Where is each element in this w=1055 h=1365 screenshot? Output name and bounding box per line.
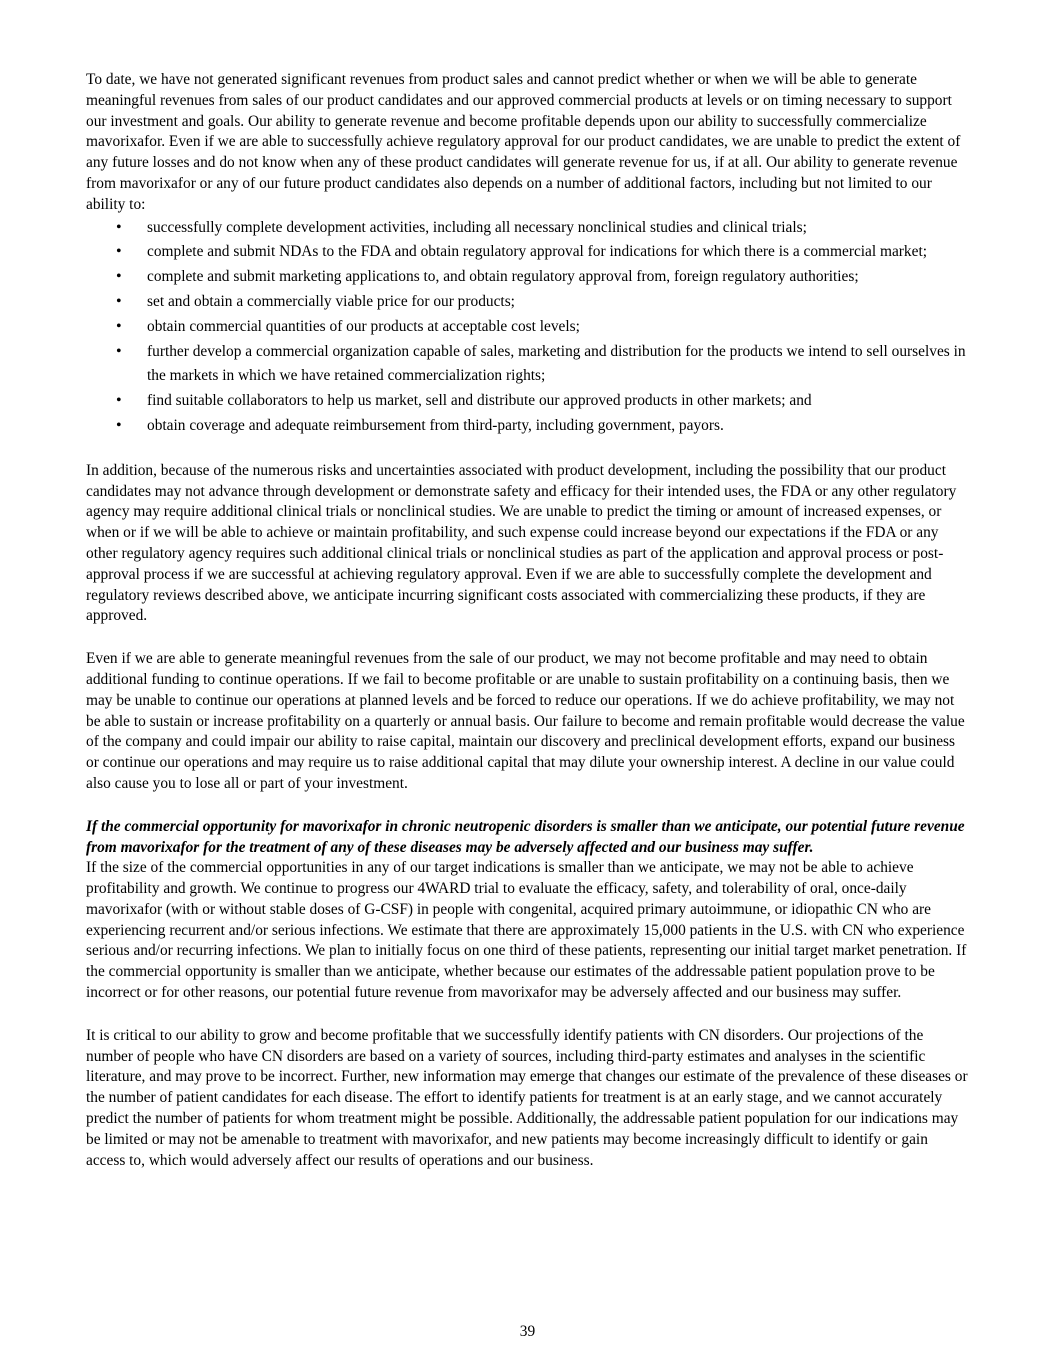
bullet-icon: • bbox=[116, 268, 122, 286]
list-item: • complete and submit marketing applications to, and obtain regulatory approval from, foreign regulatory authorities; bbox=[86, 265, 968, 290]
paragraph-revenue-outlook: To date, we have not generated significant revenues from product sales and cannot predict whether or when we will be able to generate meaningful revenues from sales of our product candidates and our approved commercial products at levels or on timing necessary to support our investment and goals. Our ability to generate revenue and become profitable depends upon our ability to successfully commercialize mavorixafor. Even if we are able to successfully achieve regulatory approval for our product candidates, we are unable to predict the extent of any future losses and do not know when any of these product candidates will generate revenue for us, if at all. Our ability to generate revenue from mavorixafor or any of our future product candidates also depends on a number of additional factors, including but not limited to our ability to: bbox=[86, 71, 961, 213]
bullet-icon: • bbox=[116, 292, 122, 310]
list-item: • find suitable collaborators to help us market, sell and distribute our approved products in other markets; and bbox=[86, 389, 968, 414]
list-item: • complete and submit NDAs to the FDA and obtain regulatory approval for indications for which there is a commercial market; bbox=[86, 240, 968, 265]
document-body bbox=[86, 70, 968, 1171]
list-item: • obtain coverage and adequate reimbursement from third-party, including government, payors. bbox=[86, 414, 968, 439]
list-item: • further develop a commercial organization capable of sales, marketing and distribution for the products we intend to sell ourselves in the markets in which we have retained commercialization rights; bbox=[86, 340, 968, 390]
bullet-icon: • bbox=[116, 342, 122, 360]
paragraph-commercial-opportunity: If the size of the commercial opportunities in any of our target indications is smaller than we anticipate, we may not be able to achieve profitability and growth. We continue to progress our 4WARD trial to evaluate the efficacy, safety, and tolerability of oral, once-daily mavorixafor (with or without stable doses of G-CSF) in people with congenital, acquired primary autoimmune, or idiopathic CN who are experiencing recurrent and/or serious infections. We estimate that there are approximately 15,000 patients in the U.S. with CN who experience serious and/or recurring infections. We plan to initially focus on one third of these patients, representing our initial target market penetration. If the commercial opportunity is smaller than we anticipate, whether because our estimates of the addressable patient population prove to be incorrect or for other reasons, our potential future revenue from mavorixafor may be adversely affected and our business may suffer. bbox=[86, 859, 967, 1002]
page-number: 39 bbox=[519, 1323, 536, 1340]
paragraph-regulatory-risk: In addition, because of the numerous risks and uncertainties associated with product development, including the possibility that our product candidates may not advance through development or demonstrate safety and efficacy for their intended uses, the FDA or any other regulatory agency may require additional clinical trials or nonclinical studies. We are unable to predict the timing or amount of increased expenses, or when or if we will be able to achieve or maintain profitability, and such expense could increase beyond our expectations if the FDA or any other regulatory agency requires such additional clinical trials or nonclinical studies as part of the application and approval process or post-approval process if we are successful at achieving regulatory approval. Even if we are able to successfully complete the development and regulatory reviews described above, we anticipate incurring significant costs associated with commercializing these products, if they are approved. bbox=[86, 461, 957, 625]
bullet-icon: • bbox=[116, 317, 122, 335]
paragraph-patient-identification: It is critical to our ability to grow and become profitable that we successfully identify patients with CN disorders. Our projections of the number of people who have CN disorders are based on a variety of sources, including third-party estimates and analyses in the scientific literature, and may prove to be incorrect. Further, new information may emerge that changes our estimate of the prevalence of these diseases or the number of patient candidates for each disease. The effort to identify patients for treatment is at an early stage, and we cannot accurately predict the number of patients for whom treatment might be possible. Additionally, the addressable patient population for our indications may be limited or may not be amenable to treatment with mavorixafor, and new patients may become increasingly difficult to identify or gain access to, which would adversely affect our results of operations and our business. bbox=[86, 1026, 968, 1169]
list-item: • obtain commercial quantities of our products at acceptable cost levels; bbox=[86, 315, 968, 340]
bullet-icon: • bbox=[116, 218, 122, 236]
paragraph-profitability: Even if we are able to generate meaningful revenues from the sale of our product, we may not become profitable and may need to obtain additional funding to continue operations. If we fail to become profitable or are unable to sustain profitability on a continuing basis, then we may be unable to continue our operations at planned levels and be forced to reduce our operations. If we do achieve profitability, we may not be able to sustain or increase profitability on a quarterly or annual basis. Our failure to become and remain profitable would decrease the value of the company and could impair our ability to raise capital, maintain our discovery and preclinical development efforts, expand our business or continue our operations and may require us to raise additional capital that may dilute your ownership interest. A decline in our value could also cause you to lose all or part of your investment. bbox=[86, 650, 965, 792]
bullet-icon: • bbox=[116, 392, 122, 410]
bullet-icon: • bbox=[116, 416, 122, 434]
bullet-icon: • bbox=[116, 243, 122, 261]
list-item: • set and obtain a commercially viable price for our products; bbox=[86, 290, 968, 315]
list-item: • successfully complete development activities, including all necessary nonclinical studies and clinical trials; bbox=[86, 216, 968, 241]
risk-factor-heading: If the commercial opportunity for mavorixafor in chronic neutropenic disorders is smaller than we anticipate, our potential future revenue from mavorixafor for the treatment of any of these diseases may be adversely affected and our business may suffer. bbox=[86, 817, 965, 856]
ability-bullet-list bbox=[86, 216, 968, 439]
